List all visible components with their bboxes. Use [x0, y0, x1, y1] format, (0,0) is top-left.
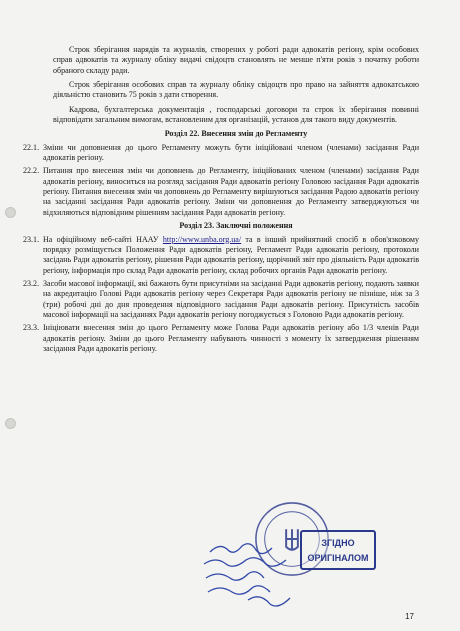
stamp-line-1: ЗГІДНО — [321, 538, 355, 548]
item-number: 22.2. — [23, 166, 40, 176]
stamp-line-2: ОРИГІНАЛОМ — [307, 553, 369, 563]
punch-hole — [5, 207, 16, 218]
list-item — [23, 278, 419, 320]
item-text-end: та в інший прийнятний спосіб в обов'язковому порядку розміщується Положення Ради адвокатів регіону, Регламент Ради адвокатів регіону, протоколи засідань Ради адвокатів регіону, рішення Ради адвокатів регіону, щорічний звіт про діяльність Ради адвокатів регіону, інформація про склад Ради адвокатів регіону, склад робочих органів Ради адвокатів регіону. — [43, 234, 419, 275]
item-text: Засоби масової інформації, які бажають бути присутніми на засіданні Ради адвокатів регіону, подають заявки на акредитацію Голові Ради адвокатів регіону через Секретаря Ради адвокатів регіону не пізніше, ніж за 3 (три) робочі дні до дня проведення відповідного засідання Ради адвокатів регіону. Присутність засобів масової інформації на засіданнях Ради адвокатів регіону погоджується з Головою Ради адвокатів регіону. — [43, 278, 419, 319]
item-text — [43, 235, 419, 276]
unba-website-link[interactable]: http://www.unba.org.ua/ — [162, 234, 242, 244]
item-text: Питання про внесення змін чи доповнень до Регламенту, ініційованих членом (членами) засідання Ради адвокатів регіону, виноситься на розгляд засідання Ради адвокатів регіону Головою засідання Ради адвокатів регіону. Питання внесення змін чи доповнень до Регламенту вирішуються засідання Радою адвокатів регіону на засіданні засідання Ради адвокатів регіону. Зміни чи доповнення до Регламенту затверджуються чи відхиляються відповідним рішенням засідання Ради адвокатів регіону. — [43, 166, 419, 217]
list-item — [23, 234, 419, 276]
item-text: Ініціювати внесення змін до цього Регламенту може Голова Ради адвокатів регіону або 1/3 членів Ради адвокатів регіону. Зміни до цього Регламенту набувають чинності з моменту їх затвердження рішенням засідання Ради адвокатів регіону. — [43, 323, 419, 353]
item-number: 23.2. — [23, 278, 40, 288]
paragraph: Кадрова, бухгалтерська документація , господарські договори та строк їх зберігання повинні відповідати загальним вимогам, встановленим для організацій, установ для такого виду документів. — [53, 104, 419, 125]
list-item — [23, 142, 419, 164]
punch-hole — [5, 418, 16, 429]
document-body — [23, 45, 419, 357]
handwritten-signature — [190, 534, 300, 614]
copy-certified-stamp — [300, 530, 376, 570]
item-number: 23.3. — [23, 323, 40, 333]
paragraph: Строк зберігання особових справ та журналу обліку свідоцтв про право на зайняття адвокатською діяльністю становить 75 років з дати створення. — [53, 80, 419, 100]
item-number: 23.1. — [23, 234, 40, 244]
section-heading: Розділ 23. Заключні положення — [179, 221, 293, 231]
item-number: 22.1. — [23, 142, 40, 152]
page-number: 17 — [405, 612, 414, 621]
section-heading: Розділ 22. Внесення змін до Регламенту — [164, 129, 308, 139]
item-text: Зміни чи доповнення до цього Регламенту можуть бути ініційовані членом (членами) засідання Ради адвокатів регіону. — [43, 142, 419, 163]
list-item — [23, 166, 419, 218]
item-text-start: На офіційному веб-сайті НААУ — [43, 234, 163, 244]
paragraph: Строк зберігання нарядів та журналів, створених у роботі ради адвокатів регіону, крім особових справ адвокатів та журналу обліку видачі свідоцтв становлять не менше п'яти років з початку роботи обраного складу ради. — [53, 45, 419, 75]
list-item — [23, 323, 419, 354]
